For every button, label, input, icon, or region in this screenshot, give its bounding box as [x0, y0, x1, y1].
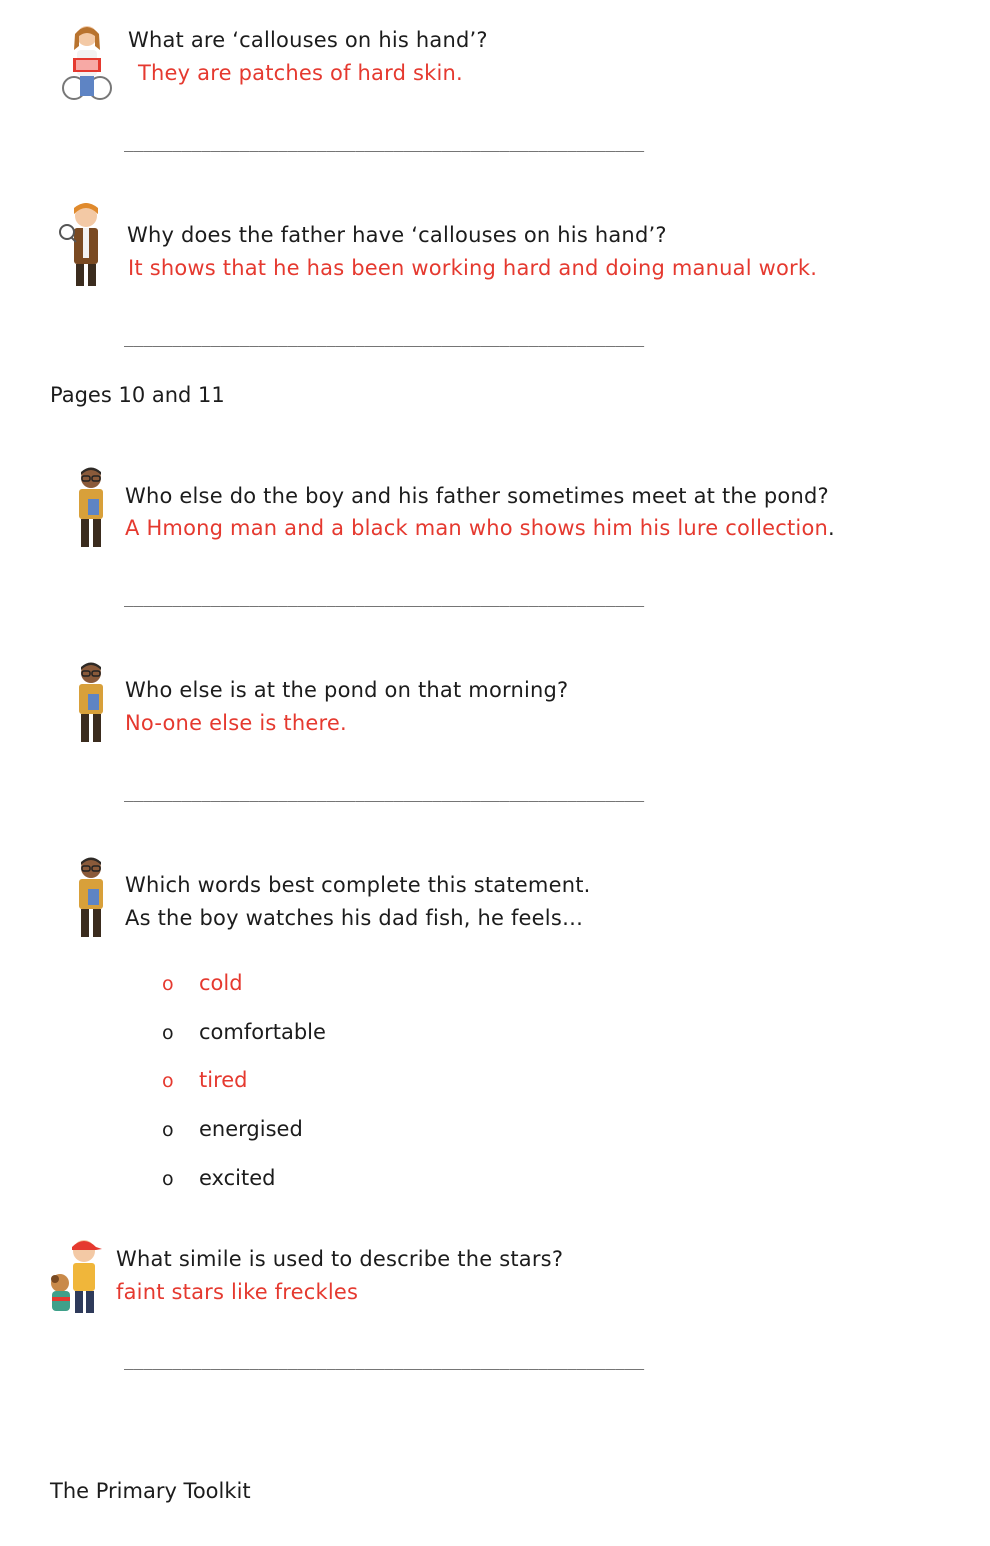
option-bullet: o [162, 973, 174, 995]
answer-line-3: ______________________________________________________ [124, 588, 645, 607]
answer-2: It shows that he has been working hard and doing manual work. [128, 256, 818, 280]
boy-with-book-icon [72, 855, 110, 941]
question-5: Which words best complete this statement. [125, 873, 591, 897]
question-6: What simile is used to describe the stars? [116, 1247, 564, 1271]
answer-6: faint stars like freckles [116, 1280, 359, 1304]
option-bullet: o [162, 1119, 174, 1141]
answer-3: A Hmong man and a black man who shows him his lure collection. [125, 516, 835, 540]
footer-brand: The Primary Toolkit [50, 1479, 251, 1503]
question-2: Why does the father have ‘callouses on his hand’? [127, 223, 667, 247]
boy-with-book-icon [72, 465, 110, 551]
answer-line-4: ______________________________________________________ [124, 783, 645, 802]
option-excited[interactable]: o excited [162, 1163, 275, 1194]
answer-1: They are patches of hard skin. [138, 61, 463, 85]
detective-boy-magnifier-icon [58, 200, 110, 288]
boy-with-book-icon [72, 660, 110, 746]
question-3: Who else do the boy and his father sometimes meet at the pond? [125, 484, 829, 508]
option-bullet: o [162, 1070, 174, 1092]
answer-line-6: ______________________________________________________ [124, 1351, 645, 1370]
option-tired[interactable]: o tired [162, 1065, 248, 1096]
girl-reading-wheelchair-icon [62, 22, 112, 102]
option-energised[interactable]: o energised [162, 1114, 303, 1145]
question-5-line-2: As the boy watches his dad fish, he feels… [125, 906, 584, 930]
boy-cap-dog-icon [48, 1233, 104, 1315]
option-bullet: o [162, 1168, 174, 1190]
answer-line-2: ______________________________________________________ [124, 328, 645, 347]
section-heading: Pages 10 and 11 [50, 383, 225, 407]
question-1: What are ‘callouses on his hand’? [128, 28, 488, 52]
answer-line-1: ______________________________________________________ [124, 133, 645, 152]
option-comfortable[interactable]: o comfortable [162, 1017, 326, 1048]
answer-4: No-one else is there. [125, 711, 347, 735]
question-4: Who else is at the pond on that morning? [125, 678, 569, 702]
option-bullet: o [162, 1022, 174, 1044]
option-cold[interactable]: o cold [162, 968, 243, 999]
